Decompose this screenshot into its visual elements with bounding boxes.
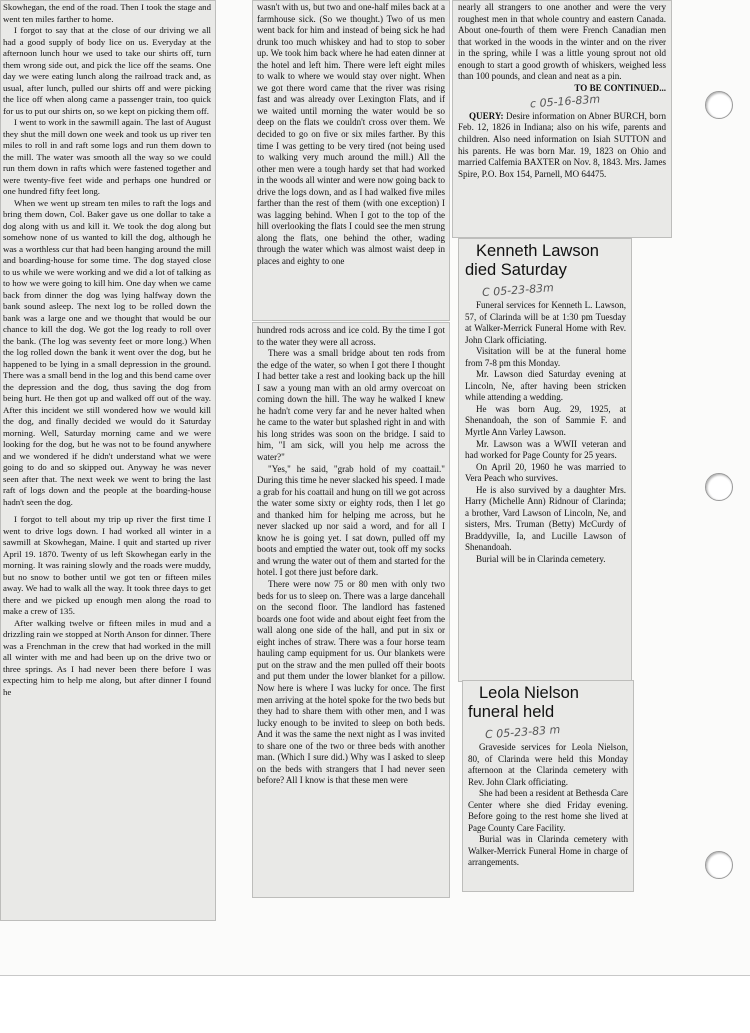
obituary-paragraph: Mr. Lawson died Saturday evening at Lincoln, Ne, after having been stricken while attending a wedding. [465, 369, 626, 403]
obituary-leola-nielson [462, 680, 634, 892]
obituary-paragraph: He is also survived by a daughter Mrs. Harry (Michelle Ann) Ridnour of Clarinda; a brother, Vard Lawson of Lincoln, Ne, and sisters, Mrs. Truman (Betty) McCurdy of Braddyville, Ia, and Lucille Lawson of Shenandoah. [465, 484, 626, 553]
punch-hole [705, 851, 733, 879]
to-be-continued: TO BE CONTINUED... [574, 82, 666, 93]
story-paragraph: There was a small bridge about ten rods from the edge of the water, so when I got there I thought I had better take a rest and looking back up the hill I saw a young man with an old army overcoat on coming down the hill. The way he walked I knew he hadn't come very far and he never halted when he came to the water but splashed right in and with his long strides was soon on the bridge. I said to him, "I am sick, will you help me across the water?" [257, 348, 445, 463]
story-paragraph: I forgot to tell about my trip up river the first time I went to drive logs down. I had worked all winter in a sawmill at Skowhegan, Maine. I quit and started up river April 19. 1870. Twenty of us left Skowhegan early in the morning. It was raining slowly and the roads were muddy, but no snow to bother until we got ten or fifteen miles away. We had to walk all the way. It took three days to get there and we picked up enough men along the road to make a crew of 135. [3, 514, 211, 616]
handwritten-date: C 05-23-83m [481, 281, 555, 300]
story-paragraph: nearly all strangers to one another and were the very roughest men in that whole country and eastern Canada. About one-fourth of them were French Canadian men that worked in the woods in the winter and on the river in the spring, while I was a little young sprout not old enough to start a good growth of whiskers, weighed less than 100 pounds, and clean and neat as a pin. [458, 2, 666, 82]
handwritten-date: C 05-23-83 m [484, 723, 561, 742]
query-label: QUERY: [469, 110, 504, 121]
headline-line-1: Leola Nielson [479, 684, 579, 702]
story-paragraph: "Yes," he said, "grab hold of my coattail." During this time he never slacked his speed. I made a grab for his coattail and hung on till we got across the water some sixty or eighty rods, then I let go and thanked him for helping me across, but he never slacked up nor said a word, and for all I know he is going yet. I sat down, pulled off my boots and emptied the water out, took off my socks and wrung the water out of them and started for the hotel. I got there just before dark. [257, 463, 445, 578]
story-paragraph: hundred rods across and ice cold. By the time I got to the water they were all across. [257, 325, 445, 347]
query-text: Desire information on Abner BURCH, born Feb. 12, 1826 in Indiana; also on his wife, parents and children. Also need information on Isiah SUTTON and his parents. He was born Mar. 19, 1823 on Ohio and married Calfemia BAXTER on Nov. 8, 1843. Mrs. James Spire, P.O. Box 154, Parnell, MO 64475. [458, 110, 666, 179]
obituary-paragraph: Burial was in Clarinda cemetery with Walker-Merrick Funeral Home in charge of arrangements. [468, 834, 628, 868]
obituary-paragraph: Funeral services for Kenneth L. Lawson, 57, of Clarinda will be at 1:30 pm Tuesday at Walker-Merrick Funeral Home with Rev. John Clark officiating. [465, 300, 626, 345]
obituary-paragraph: Graveside services for Leola Nielson, 80, of Clarinda were held this Monday afternoon at the Clarinda cemetery with Rev. John Clark officiating. [468, 742, 628, 787]
story-paragraph: I went to work in the sawmill again. The last of August they shut the mill down one week and took us up river ten miles to roll in and raft some logs and run them down to the mill. The water was smooth all the way so we could run them down in rafts which were fastened together and were twenty-five feet wide and perhaps one hundred or one hundred fifty feet long. [3, 117, 211, 196]
obituary-kenneth-lawson [458, 238, 632, 682]
obituary-paragraph: She had been a resident at Bethesda Care Center where she died Friday evening. Before going to the rest home she lived at Page County Care Facility. [468, 788, 628, 833]
story-column-1 [0, 0, 216, 921]
obituary-headline [465, 242, 626, 300]
punch-hole [705, 91, 733, 119]
obituary-paragraph: On April 20, 1960 he was married to Vera Peach who survives. [465, 461, 626, 484]
handwritten-date: c 05-16-83m [529, 92, 601, 111]
story-paragraph: After walking twelve or fifteen miles in mud and a drizzling rain we stopped at North Anson for dinner. There was a Frenchman in the crew that had worked in the mill all winter with me and had been up on the drive two or three springs. As I had never been there before I was expecting him to help me along, but after dinner I found he [3, 617, 211, 697]
story-paragraph: I forgot to say that at the close of our driving we all had a good supply of body lice on us. Everyday at the afternoon lunch hour we used to take our shirts off, turn them wrong side out, and pick the lice off the seams. One day we were eating lunch along the railroad track and, as usual, after lunch, pulled our shirts off and were picking the lice off when along came a passenger train, too quick for us to put our shirts on, so we kept on picking them off. [3, 25, 211, 116]
headline-line-2: funeral held [468, 703, 555, 721]
story-paragraph: There were now 75 or 80 men with only two beds for us to sleep on. There was a large dancehall on the second floor. The landlord has fastened boards one foot wide and about eight feet from the wall along one side of the hall, and put in six or eight inches of straw. There was a four horse team hauling camp equipment for us. Our blankets were put on the straw and the men pulled off their boots and put them under the lower blanket for a pillow. Now here is where I was lucky for once. The first men arriving at the hotel spoke for the two beds but they had to share them with other men, and I was lucky enough to be invited to sleep on both beds. And it was the same the next night as I was invited to share one of the two or three beds with another man. (Which I sure did.) Why was I asked to sleep on the beds with strangers that I had never seen before? All I know is that these men were [257, 579, 445, 786]
headline-line-2: died Saturday [465, 261, 567, 279]
punch-hole [705, 473, 733, 501]
story-paragraph: When we went up stream ten miles to raft the logs and bring them down, Col. Baker gave us one dollar to take a dog along with us and kill it. We took the dog along but somehow none of us wanted to kill the dog, although he was a worthless cur that had been hanging around the mill and boarding-house for some time. The dog stayed close to us while we were working and we did a lot of talking as to how we were going to kill him. One day when we came back from dinner the dog was lying halfway down the bank sound asleep. The next log to be rolled down the bank was a large one and we thought that would be our chance to kill the dog. We got the log ready to roll over the bank. (The log was seventy feet or more long.) When the log rolled down the bank it went over the dog, but he happened to be lying in a small depression in the ground. There was a small bend in the log and this bend came over the depression and the dog, thus saving the dog from being hurt. He then got up and walked off out of the way. After this incident we still wondered how we would kill the dog, and finally decided we would do it Saturday morning. Well, Saturday morning came and we were looking for the dog, but he was not to be found anywhere and we wondered if he didn't understand what we were going to do and so skipped out. Anyway he was never seen after that. The next week we went to bring the last raft of logs down and the people at the boarding-house hadn't seen the dog. [3, 197, 211, 507]
story-column-2-top [252, 0, 450, 321]
obituary-paragraph: Burial will be in Clarinda cemetery. [476, 554, 606, 565]
obituary-headline [468, 684, 628, 742]
story-paragraph: Skowhegan, the end of the road. Then I took the stage and went ten miles farther to home. [3, 2, 211, 24]
obituary-paragraph: Visitation will be at the funeral home from 7-8 pm this Monday. [465, 346, 626, 368]
query-paragraph [458, 111, 666, 180]
story-paragraph: wasn't with us, but two and one-half miles back at a farmhouse sick. (So we thought.) Two of us men went back for him and instead of being sick he had drunk too much whiskey and had to stop to sober up. We took him back where he had eaten dinner at the hotel and left him. There were left eight miles to walk to where we would stay over night. When we got there word came that the river was rising fast and was already over Lexington Flats, and if we waited until morning the water would be so deep on the flats we couldn't cross over them. We decided to go on five or six miles farther. By this time I was getting to be very tired (not being used to walking very much around the mill.) All the other men were a tough hardy set that had worked in the woods all winter and were now going back to drive the logs down, and as I had walked five miles farther than the rest of them (with one exception) I was lagging behind. When I got to the top of the hill overlooking the flats I could see the men strung along the flats, one behind the other, wading through the water which was almost waist deep in places and eighty to one [257, 2, 445, 267]
story-column-2-bottom [252, 322, 450, 898]
obituary-paragraph: Mr. Lawson was a WWII veteran and had worked for Page County for 25 years. [465, 438, 626, 461]
headline-line-1: Kenneth Lawson [476, 242, 599, 260]
story-column-3 [452, 0, 672, 238]
obituary-paragraph: He was born Aug. 29, 1925, at Shenandoah, the son of Sammie F. and Myrtle Ann Varley Lawson. [465, 403, 626, 438]
